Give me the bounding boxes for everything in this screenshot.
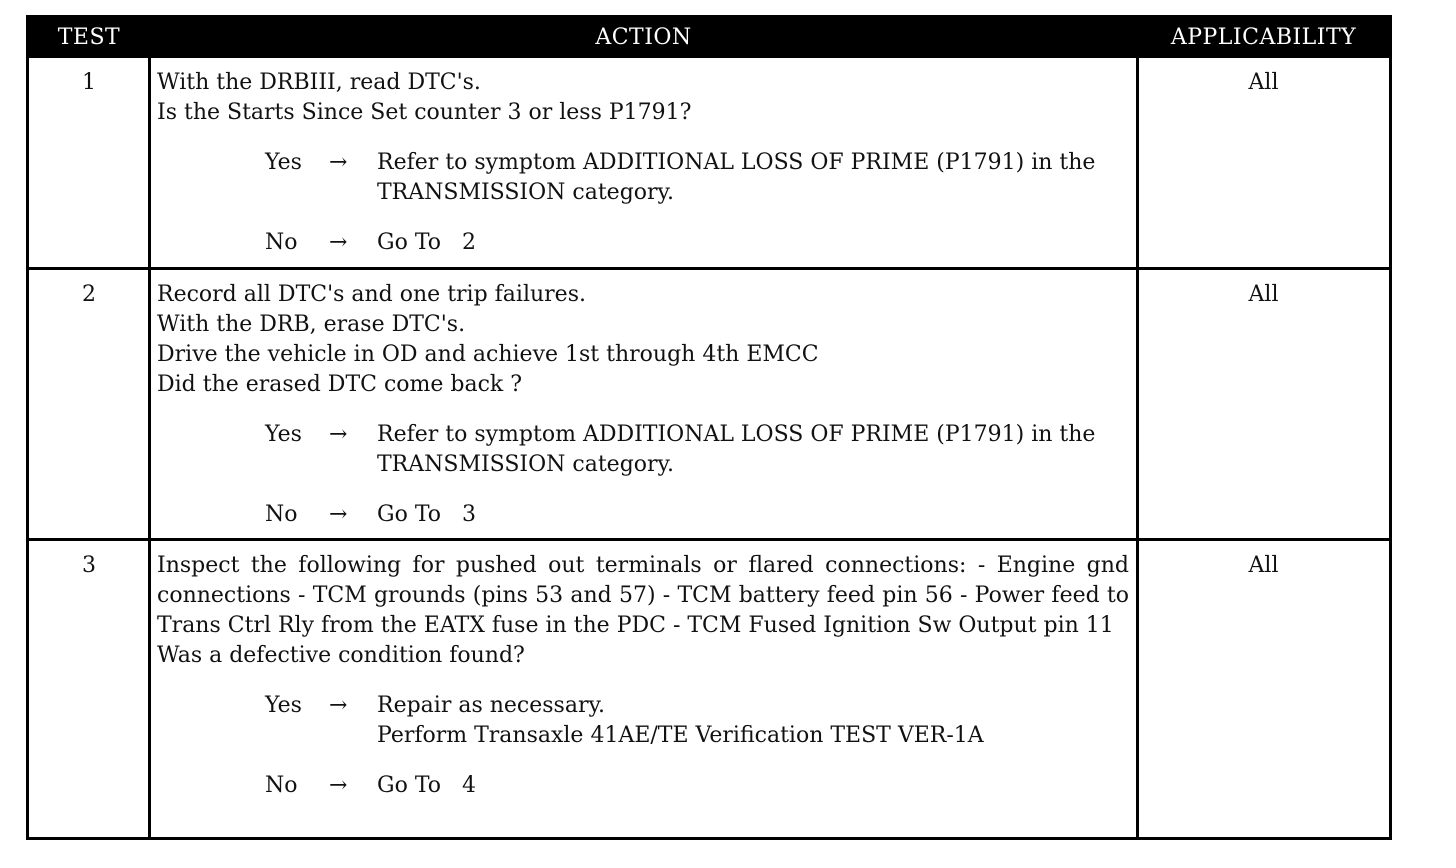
- action-line: With the DRB, erase DTC's.: [157, 312, 466, 337]
- no-branch: [157, 771, 1129, 801]
- header-action: ACTION: [595, 25, 692, 50]
- yes-label: Yes: [265, 150, 302, 175]
- header-applicability: APPLICABILITY: [1170, 25, 1357, 50]
- test-number: 1: [82, 70, 96, 95]
- arrow-icon: →: [329, 693, 348, 718]
- action-line: Did the erased DTC come back ?: [157, 372, 523, 397]
- applicability-cell: All: [1248, 70, 1279, 95]
- action-cell: [157, 68, 1129, 258]
- table-header: [29, 18, 1389, 58]
- applicability-cell: All: [1248, 553, 1279, 578]
- test-number: 3: [82, 553, 96, 578]
- yes-label: Yes: [265, 422, 302, 447]
- arrow-icon: →: [329, 230, 348, 255]
- yes-branch: [157, 148, 1129, 208]
- action-line: Inspect the following for pushed out terminals or flared connections: - Engine gnd connections - TCM grounds (pins 53 and 57) - TCM battery feed pin 56 - Power feed to Trans Ctrl Rly from the EATX fuse in the PDC - TCM Fused Ignition Sw Output pin 11: [157, 553, 1129, 638]
- no-result: Go To 3: [377, 502, 476, 527]
- no-label: No: [265, 502, 298, 527]
- action-cell: [157, 551, 1129, 801]
- no-result: Go To 4: [377, 773, 476, 798]
- arrow-icon: →: [329, 150, 348, 175]
- action-line: Drive the vehicle in OD and achieve 1st through 4th EMCC: [157, 342, 819, 367]
- yes-result: Repair as necessary. Perform Transaxle 41AE/TE Verification TEST VER-1A: [377, 693, 984, 748]
- action-line: Record all DTC's and one trip failures.: [157, 282, 586, 307]
- yes-result: Refer to symptom ADDITIONAL LOSS OF PRIME (P1791) in the TRANSMISSION category.: [377, 150, 1096, 205]
- no-branch: [157, 228, 1129, 258]
- action-line: Was a defective condition found?: [157, 643, 525, 668]
- arrow-icon: →: [329, 502, 348, 527]
- no-label: No: [265, 230, 298, 255]
- action-line: Is the Starts Since Set counter 3 or less P1791?: [157, 100, 692, 125]
- diagnostic-test-table: [26, 15, 1392, 840]
- no-branch: [157, 500, 1129, 530]
- table-row: [29, 58, 1389, 267]
- table-row: [29, 270, 1389, 538]
- header-test: TEST: [57, 25, 121, 50]
- action-cell: [157, 280, 1129, 530]
- table-row: [29, 541, 1389, 837]
- yes-branch: [157, 420, 1129, 480]
- yes-label: Yes: [265, 693, 302, 718]
- no-label: No: [265, 773, 298, 798]
- action-line: With the DRBIII, read DTC's.: [157, 70, 481, 95]
- applicability-cell: All: [1248, 282, 1279, 307]
- yes-result: Refer to symptom ADDITIONAL LOSS OF PRIME (P1791) in the TRANSMISSION category.: [377, 422, 1096, 477]
- test-number: 2: [82, 282, 96, 307]
- yes-branch: [157, 691, 1129, 751]
- arrow-icon: →: [329, 773, 348, 798]
- arrow-icon: →: [329, 422, 348, 447]
- no-result: Go To 2: [377, 230, 476, 255]
